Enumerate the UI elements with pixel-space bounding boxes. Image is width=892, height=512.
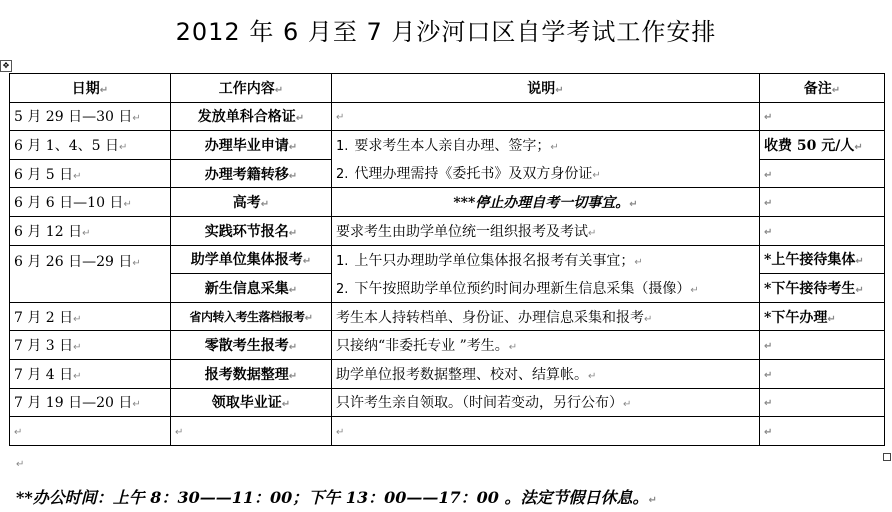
cell-remark: ↵ xyxy=(760,388,885,417)
cell-note: 助学单位报考数据整理、校对、结算帐。↵ xyxy=(332,359,760,388)
cell-remark: ↵ xyxy=(760,331,885,360)
cell-note: 要求考生由助学单位统一组织报考及考试↵ xyxy=(332,216,760,245)
cell-date: 7 月 4 日↵ xyxy=(10,359,171,388)
cell-work: 新生信息采集↵ xyxy=(171,274,332,303)
cell-date: 7 月 19 日—20 日↵ xyxy=(10,388,171,417)
header-date: 日期↵ xyxy=(10,74,171,103)
table-move-handle-icon[interactable]: ✥ xyxy=(0,60,12,72)
cell-note: 只许考生亲自领取。（时间若变动，另行公布）↵ xyxy=(332,388,760,417)
cell-remark: ↵ xyxy=(760,159,885,188)
note-line: 2. 代理办理需持《委托书》及双方身份证↵ xyxy=(336,166,601,183)
page-title: 2012 年 6 月至 7 月沙河口区自学考试工作安排 xyxy=(175,18,717,46)
cell-note: ↵ xyxy=(332,417,760,446)
header-remark: 备注↵ xyxy=(760,74,885,103)
cell-remark: ↵ xyxy=(760,188,885,217)
cell-work: 省内转入考生落档报考↵ xyxy=(171,302,332,331)
cell-note: 考生本人持转档单、身份证、办理信息采集和报考↵ xyxy=(332,302,760,331)
table-row xyxy=(10,216,885,245)
cell-remark: ↵ xyxy=(760,417,885,446)
note-line: 2. 下午按照助学单位预约时间办理新生信息采集（摄像）↵ xyxy=(336,280,699,297)
cell-note: ***停止办理自考一切事宜。↵ xyxy=(332,188,760,217)
cell-date: 6 月 5 日↵ xyxy=(10,159,171,188)
table-row xyxy=(10,388,885,417)
cell-work: 实践环节报名↵ xyxy=(171,216,332,245)
cell-work: ↵ xyxy=(171,417,332,446)
table-row-empty xyxy=(10,417,885,446)
cell-work: 发放单科合格证↵ xyxy=(171,102,332,131)
table-header-row xyxy=(10,74,885,103)
cell-work: 办理考籍转移↵ xyxy=(171,159,332,188)
table-row xyxy=(10,131,885,160)
cell-remark: *上午接待集体↵ xyxy=(760,245,885,274)
cell-work: 高考↵ xyxy=(171,188,332,217)
table-row xyxy=(10,302,885,331)
cell-date: ↵ xyxy=(10,417,171,446)
table-row xyxy=(10,188,885,217)
cell-remark: ↵ xyxy=(760,216,885,245)
note-line: 1. 上午只办理助学单位集体报名报考有关事宜；↵ xyxy=(336,252,643,269)
cell-date: 7 月 3 日↵ xyxy=(10,331,171,360)
cell-work: 领取毕业证↵ xyxy=(171,388,332,417)
cell-work: 零散考生报考↵ xyxy=(171,331,332,360)
table-row xyxy=(10,102,885,131)
cell-remark: ↵ xyxy=(760,102,885,131)
cell-note-merged-group xyxy=(332,245,760,302)
table-row xyxy=(10,245,885,274)
schedule-table xyxy=(9,73,885,446)
table-resize-handle-icon[interactable] xyxy=(883,453,891,461)
office-hours-footer: **办公时间：上午 8：30——11：00；下午 13：00——17：00 。法定节假日休息。↵ xyxy=(16,488,657,507)
cell-remark: *下午办理↵ xyxy=(760,302,885,331)
cell-date: 6 月 6 日—10 日↵ xyxy=(10,188,171,217)
cell-note: 只接纳“非委托专业 ”考生。↵ xyxy=(332,331,760,360)
cell-note-merged-apply xyxy=(332,131,760,188)
cell-work: 报考数据整理↵ xyxy=(171,359,332,388)
cell-work: 办理毕业申请↵ xyxy=(171,131,332,160)
cell-remark: 收费 50 元/人↵ xyxy=(760,131,885,160)
cell-work: 助学单位集体报考↵ xyxy=(171,245,332,274)
cell-note: ↵ xyxy=(332,102,760,131)
cell-date-merged: 6 月 26 日—29 日↵ xyxy=(10,245,171,302)
header-note: 说明↵ xyxy=(332,74,760,103)
table-row xyxy=(10,331,885,360)
header-work: 工作内容↵ xyxy=(171,74,332,103)
cell-date: 6 月 12 日↵ xyxy=(10,216,171,245)
cell-date: 7 月 2 日↵ xyxy=(10,302,171,331)
cell-date: 6 月 1、4、5 日↵ xyxy=(10,131,171,160)
cell-date: 5 月 29 日—30 日↵ xyxy=(10,102,171,131)
note-line: 1. 要求考生本人亲自办理、签字；↵ xyxy=(336,138,559,155)
table-row xyxy=(10,359,885,388)
cell-remark: *下午接待考生↵ xyxy=(760,274,885,303)
paragraph-mark: ↵ xyxy=(16,459,25,470)
cell-remark: ↵ xyxy=(760,359,885,388)
